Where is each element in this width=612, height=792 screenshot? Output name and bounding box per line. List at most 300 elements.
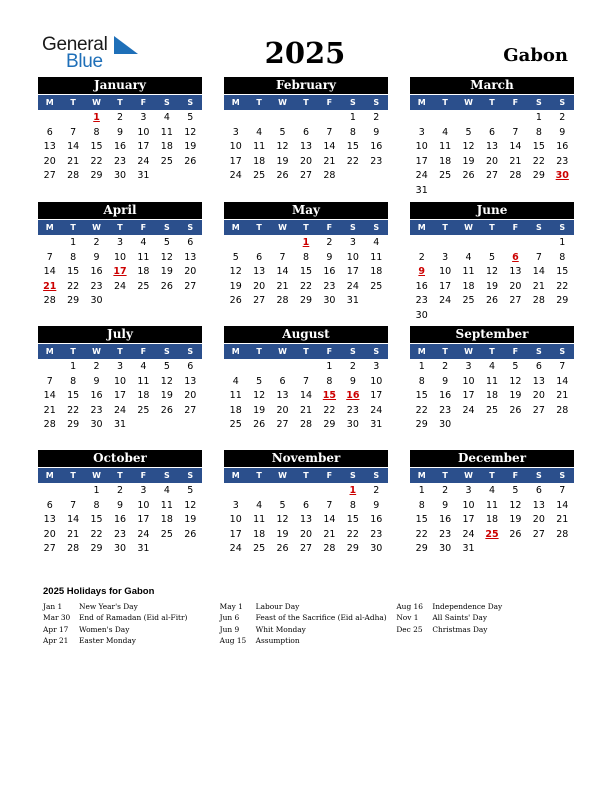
weekday-label: T — [489, 223, 495, 232]
empty-day-cell — [294, 360, 317, 375]
day-cell: 22 — [323, 404, 336, 416]
day-cell: 4 — [256, 499, 263, 511]
month-title: October — [38, 450, 202, 467]
day-cell: 11 — [462, 266, 475, 277]
day-cell: 24 — [370, 404, 383, 416]
day-cell: 6 — [535, 485, 542, 496]
day-cell: 6 — [488, 126, 496, 138]
empty-day-cell — [433, 236, 456, 251]
day-cell: 21 — [67, 528, 80, 540]
day-cell: 24 — [137, 528, 150, 540]
weekday-label: T — [489, 98, 495, 107]
day-cell: 4 — [163, 112, 170, 123]
empty-day-cell — [247, 360, 270, 375]
holiday-column — [43, 601, 220, 646]
holiday-columns — [43, 601, 573, 646]
day-cell: 20 — [532, 514, 545, 525]
holiday-item — [43, 635, 220, 646]
day-cell: 21 — [556, 514, 569, 525]
weekday-header — [410, 468, 574, 483]
day-cell: 2 — [326, 237, 333, 248]
weekday-label: S — [373, 471, 380, 480]
logo-triangle-icon — [114, 36, 138, 54]
day-cell: 14 — [67, 514, 80, 525]
day-cell: 26 — [184, 528, 197, 540]
day-cell: 29 — [299, 295, 313, 306]
day-cell: 12 — [229, 266, 242, 277]
day-cell: 8 — [70, 375, 77, 387]
day-cell: 3 — [465, 361, 472, 372]
day-cell: 31 — [137, 543, 150, 554]
weekday-label: W — [92, 98, 101, 107]
day-cell: 28 — [556, 528, 569, 540]
day-cell: 3 — [442, 251, 449, 263]
holiday-day-cell: 1 — [93, 112, 100, 123]
day-cell: 24 — [439, 295, 452, 306]
day-grid — [224, 236, 388, 309]
day-cell: 9 — [93, 251, 100, 263]
day-cell: 25 — [160, 155, 173, 167]
day-cell: 31 — [346, 295, 359, 306]
day-cell: 30 — [346, 419, 359, 430]
month-title: January — [38, 77, 202, 94]
day-cell: 3 — [116, 237, 124, 248]
weekday-label: T — [303, 223, 309, 232]
day-cell: 9 — [93, 375, 100, 387]
day-cell: 5 — [512, 485, 519, 496]
day-cell: 27 — [509, 295, 522, 306]
weekday-header — [38, 468, 202, 483]
weekday-label: F — [512, 471, 519, 480]
day-cell: 19 — [276, 155, 289, 167]
weekday-header — [38, 220, 202, 235]
day-cell: 6 — [535, 361, 542, 372]
holiday-item — [396, 601, 573, 612]
weekday-label: T — [117, 347, 123, 356]
day-cell: 24 — [113, 404, 127, 416]
weekday-label: S — [535, 471, 542, 480]
day-cell: 31 — [137, 170, 150, 181]
holiday-day-cell: 25 — [485, 528, 499, 540]
day-cell: 27 — [43, 543, 56, 554]
logo-text-general: General — [42, 34, 108, 55]
day-cell: 28 — [556, 404, 569, 416]
holiday-name: Assumption — [255, 635, 300, 645]
day-cell: 3 — [349, 237, 356, 248]
day-cell: 20 — [184, 390, 197, 401]
day-cell: 23 — [439, 528, 452, 540]
day-cell: 28 — [323, 170, 336, 181]
day-cell: 8 — [93, 126, 100, 138]
day-cell: 29 — [556, 295, 569, 306]
holiday-item — [220, 635, 397, 646]
day-cell: 25 — [253, 543, 266, 554]
day-cell: 30 — [113, 170, 127, 181]
day-cell: 28 — [509, 170, 522, 181]
day-cell: 6 — [302, 126, 310, 138]
day-cell: 10 — [113, 375, 127, 387]
day-cell: 9 — [442, 375, 449, 387]
day-cell: 19 — [184, 141, 197, 152]
day-cell: 12 — [253, 390, 266, 401]
weekday-label: M — [45, 347, 54, 356]
day-cell: 23 — [323, 280, 336, 292]
empty-day-cell — [61, 484, 84, 499]
day-cell: 12 — [276, 141, 289, 152]
day-cell: 24 — [462, 404, 475, 416]
empty-day-cell — [61, 111, 84, 126]
day-cell: 30 — [90, 295, 103, 306]
day-cell: 7 — [46, 375, 53, 387]
day-cell: 8 — [535, 126, 542, 138]
day-cell: 25 — [253, 170, 266, 181]
day-cell: 27 — [184, 280, 197, 292]
day-cell: 29 — [323, 419, 336, 430]
weekday-label: M — [231, 98, 240, 107]
day-cell: 25 — [439, 170, 452, 181]
day-cell: 1 — [70, 237, 77, 248]
day-cell: 26 — [276, 170, 289, 181]
weekday-label: T — [70, 98, 76, 107]
weekday-header — [410, 344, 574, 359]
day-cell: 8 — [418, 499, 425, 511]
holiday-date: Jun 9 — [219, 624, 240, 634]
day-cell: 13 — [532, 375, 545, 387]
day-cell: 16 — [90, 390, 103, 401]
day-cell: 11 — [253, 141, 266, 152]
day-cell: 3 — [373, 361, 380, 372]
day-cell: 9 — [559, 126, 566, 138]
weekday-label: T — [442, 223, 448, 232]
holiday-list-title: 2025 Holidays for Gabon — [43, 586, 155, 597]
day-cell: 25 — [370, 280, 383, 292]
day-cell: 16 — [439, 514, 452, 525]
day-cell: 8 — [93, 499, 100, 511]
weekday-label: M — [417, 223, 426, 232]
weekday-label: S — [373, 98, 380, 107]
day-cell: 23 — [113, 155, 127, 167]
weekday-label: S — [535, 223, 542, 232]
holiday-date: Apr 17 — [43, 624, 69, 634]
weekday-label: W — [92, 347, 101, 356]
day-cell: 31 — [415, 184, 428, 196]
month-title: December — [410, 450, 574, 467]
day-cell: 19 — [184, 514, 197, 525]
month-title: February — [224, 77, 388, 94]
day-cell: 22 — [556, 280, 569, 292]
holiday-item — [220, 624, 397, 635]
weekday-label: W — [464, 471, 473, 480]
day-cell: 21 — [67, 155, 80, 167]
day-cell: 11 — [160, 499, 173, 511]
weekday-header — [224, 220, 388, 235]
day-cell: 23 — [370, 155, 383, 167]
weekday-label: M — [45, 223, 54, 232]
empty-day-cell — [271, 484, 294, 499]
day-cell: 28 — [323, 543, 336, 554]
day-cell: 17 — [137, 514, 150, 525]
month-title: September — [410, 326, 574, 343]
day-cell: 4 — [488, 485, 496, 496]
day-cell: 30 — [90, 419, 103, 430]
day-cell: 10 — [113, 251, 127, 263]
day-cell: 15 — [90, 141, 103, 152]
day-cell: 11 — [137, 251, 150, 263]
day-cell: 19 — [509, 514, 522, 525]
day-cell: 4 — [373, 237, 380, 248]
day-cell: 26 — [509, 404, 522, 416]
day-cell: 7 — [326, 499, 333, 511]
day-cell: 22 — [90, 528, 103, 540]
country-name: Gabon — [503, 45, 568, 66]
day-cell: 10 — [137, 499, 150, 511]
day-grid — [224, 484, 388, 557]
weekday-label: T — [70, 347, 76, 356]
holiday-name: End of Ramadan (Eid al-Fitr) — [79, 613, 188, 623]
day-cell: 14 — [299, 390, 313, 401]
day-cell: 9 — [373, 499, 380, 511]
day-cell: 21 — [509, 155, 522, 167]
day-cell: 5 — [232, 251, 239, 263]
day-cell: 3 — [140, 485, 147, 496]
day-cell: 1 — [70, 361, 77, 372]
empty-day-cell — [457, 236, 480, 251]
day-cell: 24 — [229, 170, 242, 181]
day-cell: 28 — [276, 295, 289, 306]
weekday-label: W — [278, 223, 287, 232]
month-june — [410, 202, 574, 323]
day-cell: 6 — [46, 126, 53, 138]
day-cell: 25 — [229, 419, 242, 430]
day-cell: 14 — [556, 499, 569, 511]
empty-day-cell — [224, 111, 247, 126]
day-cell: 6 — [187, 361, 194, 372]
weekday-label: W — [278, 98, 287, 107]
weekday-header — [224, 344, 388, 359]
day-cell: 4 — [232, 375, 239, 387]
day-grid — [224, 111, 388, 184]
day-cell: 25 — [485, 404, 499, 416]
day-cell: 28 — [532, 295, 545, 306]
day-cell: 21 — [323, 528, 336, 540]
day-cell: 7 — [279, 251, 286, 263]
day-cell: 10 — [439, 266, 452, 277]
day-cell: 2 — [116, 485, 124, 496]
weekday-label: S — [349, 471, 356, 480]
weekday-label: W — [464, 347, 473, 356]
day-cell: 6 — [46, 499, 53, 511]
day-cell: 25 — [137, 280, 150, 292]
month-february — [224, 77, 388, 184]
day-cell: 2 — [559, 112, 566, 123]
holiday-name: Women's Day — [79, 624, 130, 634]
holiday-date: Aug 16 — [396, 602, 423, 611]
weekday-label: T — [117, 98, 123, 107]
day-cell: 13 — [43, 141, 56, 152]
day-cell: 26 — [253, 419, 266, 430]
weekday-label: T — [70, 223, 76, 232]
day-cell: 21 — [532, 280, 545, 292]
day-cell: 5 — [163, 237, 170, 248]
day-cell: 1 — [326, 361, 333, 372]
day-cell: 26 — [485, 295, 499, 306]
day-cell: 25 — [160, 528, 173, 540]
day-cell: 8 — [418, 375, 425, 387]
day-cell: 14 — [43, 390, 56, 401]
day-cell: 15 — [90, 514, 103, 525]
weekday-label: S — [187, 347, 194, 356]
holiday-date: Nov 1 — [396, 613, 419, 623]
holiday-name: Whit Monday — [255, 624, 306, 634]
day-cell: 18 — [137, 390, 150, 401]
day-cell: 22 — [67, 404, 80, 416]
day-cell: 13 — [184, 251, 197, 263]
month-september — [410, 326, 574, 433]
day-cell: 12 — [160, 251, 173, 263]
day-cell: 13 — [299, 514, 313, 525]
holiday-item — [220, 612, 397, 623]
day-cell: 16 — [556, 141, 569, 152]
day-cell: 23 — [90, 280, 103, 292]
day-cell: 26 — [462, 170, 475, 181]
day-cell: 20 — [509, 280, 522, 292]
holiday-name: Independence Day — [432, 602, 503, 611]
day-cell: 26 — [509, 528, 522, 540]
day-cell: 17 — [346, 266, 359, 277]
weekday-label: T — [442, 98, 448, 107]
day-cell: 30 — [415, 309, 428, 321]
day-cell: 6 — [302, 499, 310, 511]
day-cell: 15 — [415, 514, 428, 525]
weekday-header — [410, 95, 574, 110]
day-cell: 8 — [559, 251, 566, 263]
day-cell: 18 — [160, 141, 173, 152]
day-cell: 27 — [532, 528, 545, 540]
day-cell: 17 — [415, 155, 428, 167]
day-cell: 1 — [418, 485, 425, 496]
weekday-label: T — [442, 347, 448, 356]
month-march — [410, 77, 574, 198]
weekday-label: F — [326, 347, 333, 356]
day-cell: 5 — [187, 485, 194, 496]
day-cell: 23 — [113, 528, 127, 540]
holiday-name: New Year's Day — [79, 602, 138, 611]
day-cell: 19 — [160, 390, 173, 401]
weekday-header — [38, 344, 202, 359]
day-cell: 23 — [415, 295, 428, 306]
day-cell: 20 — [276, 404, 289, 416]
holiday-item — [396, 624, 573, 635]
weekday-label: S — [187, 98, 194, 107]
holiday-date: Jun 6 — [219, 613, 240, 623]
day-cell: 2 — [442, 485, 449, 496]
day-cell: 27 — [532, 404, 545, 416]
day-cell: 30 — [439, 419, 452, 430]
weekday-label: T — [117, 471, 123, 480]
weekday-label: F — [140, 98, 147, 107]
day-cell: 5 — [256, 375, 263, 387]
weekday-label: T — [442, 471, 448, 480]
weekday-label: M — [231, 347, 240, 356]
weekday-label: W — [278, 347, 287, 356]
day-cell: 9 — [442, 499, 449, 511]
day-cell: 10 — [346, 251, 359, 263]
weekday-label: W — [278, 471, 287, 480]
day-cell: 24 — [229, 543, 242, 554]
day-cell: 1 — [418, 361, 425, 372]
holiday-list — [43, 586, 573, 646]
day-cell: 3 — [232, 126, 239, 138]
month-title: November — [224, 450, 388, 467]
weekday-label: W — [464, 98, 473, 107]
day-cell: 28 — [43, 419, 56, 430]
holiday-item — [396, 612, 573, 623]
month-january — [38, 77, 202, 184]
day-cell: 17 — [462, 390, 475, 401]
weekday-label: F — [512, 98, 519, 107]
day-cell: 15 — [415, 390, 428, 401]
day-cell: 31 — [370, 419, 383, 430]
weekday-label: S — [349, 347, 356, 356]
day-cell: 19 — [485, 280, 499, 292]
day-cell: 19 — [462, 155, 475, 167]
day-cell: 14 — [276, 266, 289, 277]
empty-day-cell — [224, 236, 247, 251]
day-cell: 10 — [229, 141, 242, 152]
day-cell: 27 — [43, 170, 56, 181]
day-cell: 12 — [160, 375, 173, 387]
day-cell: 2 — [373, 112, 380, 123]
month-title: August — [224, 326, 388, 343]
day-cell: 29 — [90, 170, 103, 181]
day-grid — [410, 360, 574, 433]
empty-day-cell — [247, 484, 270, 499]
day-cell: 7 — [70, 499, 77, 511]
day-cell: 4 — [465, 251, 472, 263]
day-cell: 23 — [90, 404, 103, 416]
day-cell: 16 — [370, 514, 383, 525]
holiday-item — [43, 601, 220, 612]
day-cell: 14 — [43, 266, 56, 277]
month-april — [38, 202, 202, 309]
day-cell: 31 — [462, 543, 475, 554]
holiday-day-cell: 6 — [512, 251, 519, 263]
day-cell: 17 — [462, 514, 475, 525]
weekday-label: M — [45, 98, 54, 107]
day-cell: 13 — [184, 375, 197, 387]
day-cell: 13 — [299, 141, 313, 152]
day-cell: 7 — [302, 375, 310, 387]
day-cell: 8 — [349, 126, 356, 138]
weekday-label: S — [559, 223, 566, 232]
weekday-label: M — [231, 471, 240, 480]
day-cell: 9 — [373, 126, 380, 138]
holiday-item — [43, 624, 220, 635]
day-cell: 27 — [276, 419, 289, 430]
day-cell: 18 — [137, 266, 150, 277]
day-cell: 7 — [535, 251, 542, 263]
day-cell: 10 — [370, 375, 383, 387]
day-cell: 21 — [323, 155, 336, 167]
month-title: July — [38, 326, 202, 343]
day-cell: 12 — [276, 514, 289, 525]
empty-day-cell — [224, 360, 247, 375]
day-cell: 13 — [276, 390, 289, 401]
day-cell: 20 — [299, 155, 313, 167]
weekday-label: M — [417, 98, 426, 107]
weekday-label: W — [92, 471, 101, 480]
weekday-label: T — [256, 98, 262, 107]
